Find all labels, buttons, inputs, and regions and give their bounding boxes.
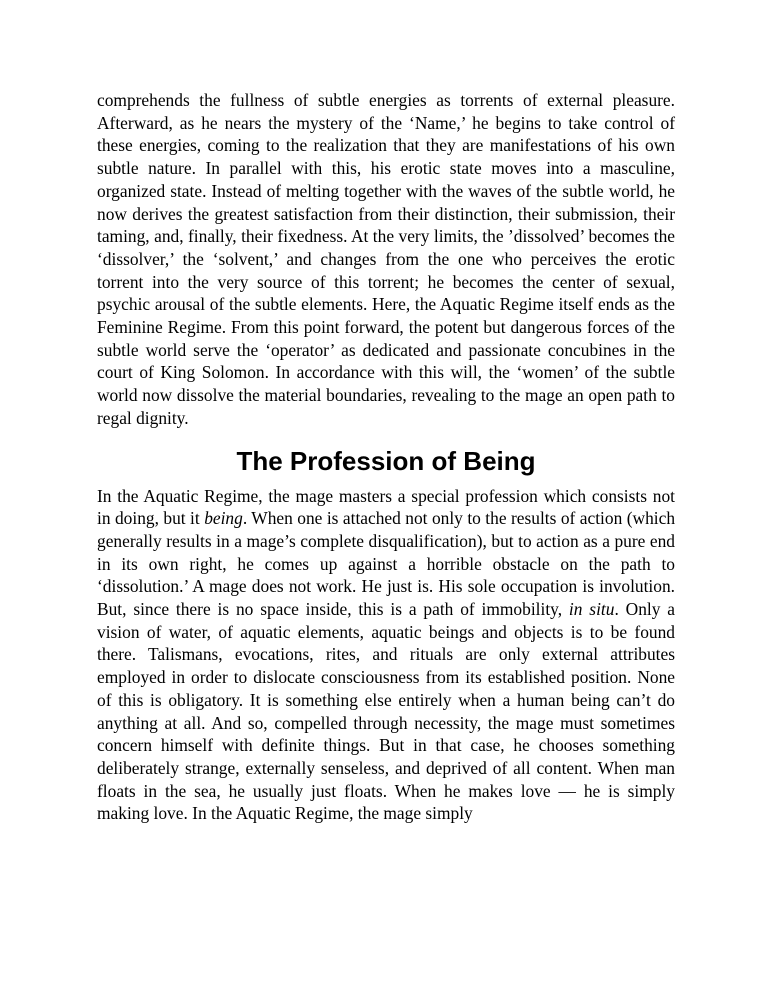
paragraph-2-text-3: . Only a vision of water, of aquatic elements, aquatic beings and objects is to be found there. Talismans, evocations, rites, and rituals are only external attributes employed in order to dislocate consciousness from its established position. None of this is obligatory. It is something else entirely when a human being can’t do anything at all. And so, compelled through necessity, the mage must sometimes concern himself with definite things. But in that case, he chooses something deliberately strange, externally senseless, and deprived of all content. When man floats in the sea, he usually just floats. When he makes love — he is simply making love. In the Aquatic Regime, the mage simply bbox=[97, 599, 675, 824]
emphasis-in-situ: in situ bbox=[568, 599, 615, 620]
body-paragraph-2 bbox=[97, 485, 675, 826]
section-heading: The Profession of Being bbox=[236, 445, 536, 476]
emphasis-being: being bbox=[204, 508, 243, 529]
body-paragraph-1: comprehends the fullness of subtle energies as torrents of external pleasure. Afterward, as he nears the mystery of the ‘Name,’ he begins to take control of these energies, coming to the realization that they are manifestations of his own subtle nature. In parallel with this, his erotic state moves into a masculine, organized state. Instead of melting together with the waves of the subtle world, he now derives the greatest satisfaction from their distinction, their submission, their taming, and, finally, their fixedness. At the very limits, the ’dissolved’ becomes the ‘dissolver,’ the ‘solvent,’ and changes from the one who perceives the erotic torrent into the very source of this torrent; he becomes the center of sexual, psychic arousal of the subtle elements. Here, the Aquatic Regime itself ends as the Feminine Regime. From this point forward, the potent but dangerous forces of the subtle world serve the ‘operator’ as dedicated and passionate concubines in the court of King Solomon. In accordance with this will, the ‘women’ of the subtle world now dissolve the material boundaries, revealing to the mage an open path to regal dignity. bbox=[97, 90, 675, 428]
page-body bbox=[97, 89, 675, 825]
paragraph-2-text-1: In the Aquatic Regime, the mage masters a special profession which consists not in doing, but it bbox=[97, 485, 675, 529]
paragraph-2-text-2: . When one is attached not only to the results of action (which generally results in a mage’s complete disqualification), but to action as a pure end in its own right, he comes up against a horrible obstacle on the path to ‘dissolution.’ A mage does not work. He just is. His sole occupation is involution. But, since there is no space inside, this is a path of immobility, bbox=[97, 508, 676, 620]
